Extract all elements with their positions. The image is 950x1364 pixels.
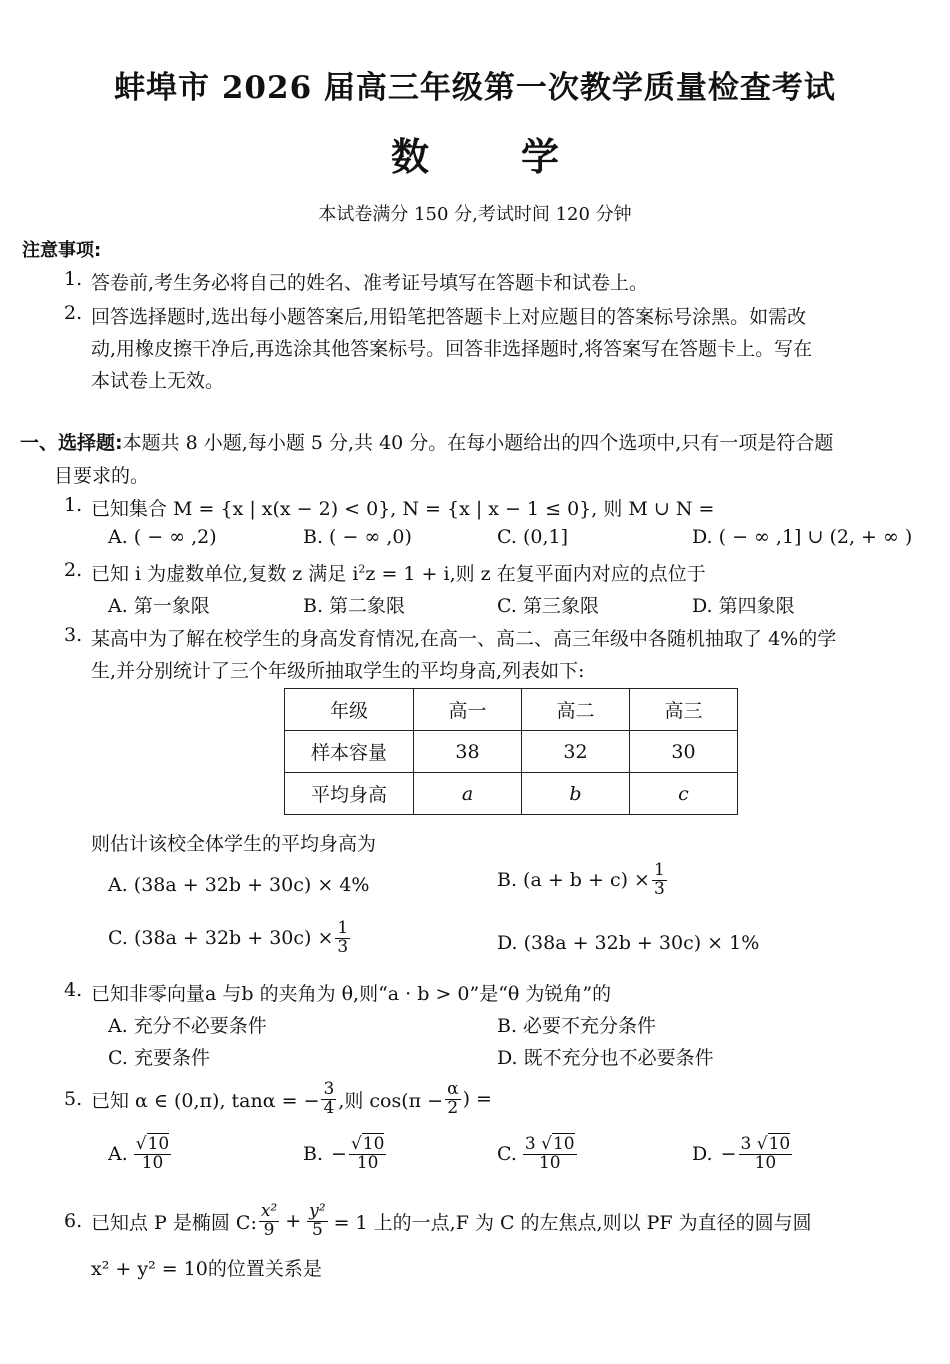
question-number: 3. xyxy=(64,624,83,646)
option-b xyxy=(497,862,669,899)
option-b: B. ( − ∞ ,0) xyxy=(303,526,412,548)
question-stem xyxy=(91,559,706,586)
option-d xyxy=(692,1136,794,1173)
stem-part: ,则 cos(π − xyxy=(338,1089,444,1112)
subject-char: 学 xyxy=(521,135,560,179)
fraction xyxy=(445,1078,460,1118)
question-stem-cont: x² + y² = 10的位置关系是 xyxy=(91,1258,322,1280)
notice-item-text: 答卷前,考生务必将自己的姓名、准考证号填写在答题卡和试卷上。 xyxy=(91,272,649,294)
table-cell: 高二 xyxy=(522,689,630,731)
fraction-numerator: 3 √10 xyxy=(524,1134,575,1154)
fraction xyxy=(349,1136,386,1173)
stem-part: 已知 i 为虚数单位,复数 z 满足 i xyxy=(91,563,359,585)
stem-part: = 1 上的一点,F 为 C 的左焦点,则以 PF 为直径的圆与圆 xyxy=(333,1211,812,1234)
option-a: A. 充分不必要条件 xyxy=(108,1015,267,1037)
option-label: D. xyxy=(692,1143,713,1166)
table-row xyxy=(285,731,738,773)
section-heading xyxy=(20,428,833,455)
fraction xyxy=(652,862,667,899)
fraction xyxy=(307,1200,327,1240)
stem-part: 已知 α ∈ (0,π), tanα = − xyxy=(91,1089,320,1112)
fraction-denominator: 10 xyxy=(538,1152,561,1173)
fraction-denominator: 3 xyxy=(337,936,349,957)
fraction xyxy=(523,1136,577,1173)
stem-part: 已知点 P 是椭圆 C: xyxy=(91,1211,257,1234)
fraction xyxy=(739,1136,793,1173)
option-b: B. 必要不充分条件 xyxy=(497,1015,657,1037)
question-prompt: 则估计该校全体学生的平均身高为 xyxy=(91,833,377,855)
option-b: B. 第二象限 xyxy=(303,595,406,617)
exam-info: 本试卷满分 150 分,考试时间 120 分钟 xyxy=(318,204,632,225)
table-cell: 32 xyxy=(522,731,630,773)
question-stem-cont: 生,并分别统计了三个年级所抽取学生的平均身高,列表如下: xyxy=(91,660,585,682)
option-d: D. ( − ∞ ,1] ∪ (2, + ∞ ) xyxy=(692,526,913,548)
option-c xyxy=(497,1136,579,1173)
option-c: C. 充要条件 xyxy=(108,1047,210,1069)
table-row xyxy=(285,773,738,815)
question-stem: 已知集合 M = {x | x(x − 2) < 0}, N = {x | x − 1 ≤ 0}, 则 M ∪ N = xyxy=(91,498,715,520)
notice-item-num: 2. xyxy=(64,302,83,324)
option-text: C. (38a + 32b + 30c) × xyxy=(108,927,334,950)
option-c xyxy=(108,920,352,957)
table-cell: 平均身高 xyxy=(285,773,414,815)
coefficient: 3 xyxy=(524,1134,536,1154)
notice-item-text: 本试卷上无效。 xyxy=(91,370,225,392)
question-number: 4. xyxy=(64,979,83,1001)
option-d: D. 第四象限 xyxy=(692,595,795,617)
notice-heading: 注意事项: xyxy=(22,240,102,261)
subject-char: 数 xyxy=(390,135,429,179)
option-text: B. (a + b + c) × xyxy=(497,869,650,892)
option-sign: − xyxy=(720,1143,737,1166)
option-a: A. (38a + 32b + 30c) × 4% xyxy=(108,874,370,896)
section-label: 一、选择题: xyxy=(20,432,123,454)
question-stem: 已知非零向量a 与b 的夹角为 θ,则“a · b > 0”是“θ 为锐角”的 xyxy=(91,983,612,1005)
option-label: B. xyxy=(303,1143,324,1166)
fraction-numerator: 3 √10 xyxy=(740,1134,791,1154)
table-cell: 高三 xyxy=(630,689,738,731)
section-desc-cont: 目要求的。 xyxy=(54,465,150,487)
question-number: 1. xyxy=(64,494,83,516)
subject-heading xyxy=(0,126,950,181)
fraction-numerator: 1 xyxy=(653,860,665,880)
fraction-numerator: α xyxy=(447,1078,459,1099)
height-table xyxy=(284,688,738,815)
coefficient: 3 xyxy=(740,1134,752,1154)
fraction xyxy=(321,1078,336,1118)
exam-title: 蚌埠市 2026 届高三年级第一次教学质量检查考试 xyxy=(114,70,836,106)
option-a: A. 第一象限 xyxy=(108,595,210,617)
fraction-numerator: √10 xyxy=(135,1134,170,1154)
option-label: A. xyxy=(108,1143,128,1166)
question-stem xyxy=(91,1076,492,1122)
option-sign: − xyxy=(331,1143,347,1166)
question-number: 5. xyxy=(64,1088,83,1110)
option-b xyxy=(303,1136,388,1173)
fraction-denominator: 4 xyxy=(323,1097,335,1118)
stem-part: ) = xyxy=(462,1088,492,1110)
table-cell: 38 xyxy=(414,731,522,773)
fraction-denominator: 3 xyxy=(653,878,665,899)
notice-item-text: 回答选择题时,选出每小题答案后,用铅笔把答题卡上对应题目的答案标号涂黑。如需改 xyxy=(91,306,807,328)
fraction xyxy=(134,1136,171,1173)
stem-part: z = 1 + i,则 z 在复平面内对应的点位于 xyxy=(365,563,706,585)
notice-item-text: 动,用橡皮擦干净后,再选涂其他答案标号。回答非选择题时,将答案写在答题卡上。写在 xyxy=(91,338,813,360)
fraction-denominator: 10 xyxy=(754,1152,777,1173)
fraction-numerator: √10 xyxy=(350,1134,385,1154)
fraction-numerator: 1 xyxy=(337,918,349,938)
stem-sup: 2 xyxy=(358,562,366,576)
option-label: C. xyxy=(497,1143,517,1166)
fraction-denominator: 5 xyxy=(311,1219,323,1240)
fraction-numerator: y² xyxy=(309,1200,326,1221)
fraction-denominator: 10 xyxy=(141,1152,164,1173)
question-stem: 某高中为了解在校学生的身高发育情况,在高一、高二、高三年级中各随机抽取了 4%的学 xyxy=(91,628,837,650)
table-cell: 30 xyxy=(630,731,738,773)
fraction-denominator: 9 xyxy=(263,1219,275,1240)
option-d: D. 既不充分也不必要条件 xyxy=(497,1047,714,1069)
fraction-numerator: 3 xyxy=(323,1078,335,1099)
radicand: 10 xyxy=(768,1134,791,1154)
option-d: D. (38a + 32b + 30c) × 1% xyxy=(497,932,760,954)
option-c: C. 第三象限 xyxy=(497,595,599,617)
table-cell: 年级 xyxy=(285,689,414,731)
fraction-denominator: 10 xyxy=(356,1152,379,1173)
fraction xyxy=(259,1200,279,1240)
question-number: 2. xyxy=(64,559,83,581)
fraction-numerator: x² xyxy=(260,1200,278,1221)
fraction xyxy=(335,920,350,957)
radicand: 10 xyxy=(362,1134,385,1154)
fraction-denominator: 2 xyxy=(447,1097,459,1118)
question-stem xyxy=(91,1198,812,1244)
table-cell: 样本容量 xyxy=(285,731,414,773)
notice-item-num: 1. xyxy=(64,268,83,290)
radicand: 10 xyxy=(552,1134,575,1154)
option-c: C. (0,1] xyxy=(497,526,568,548)
table-cell: c xyxy=(630,773,738,815)
plus-sign: + xyxy=(285,1210,302,1232)
question-number: 6. xyxy=(64,1210,83,1232)
option-a xyxy=(108,1136,173,1173)
table-cell: a xyxy=(414,773,522,815)
table-cell: b xyxy=(522,773,630,815)
radicand: 10 xyxy=(147,1134,170,1154)
table-row xyxy=(285,689,738,731)
table-cell: 高一 xyxy=(414,689,522,731)
option-a: A. ( − ∞ ,2) xyxy=(108,526,217,548)
section-desc: 本题共 8 小题,每小题 5 分,共 40 分。在每小题给出的四个选项中,只有一项是符合题 xyxy=(122,432,834,454)
